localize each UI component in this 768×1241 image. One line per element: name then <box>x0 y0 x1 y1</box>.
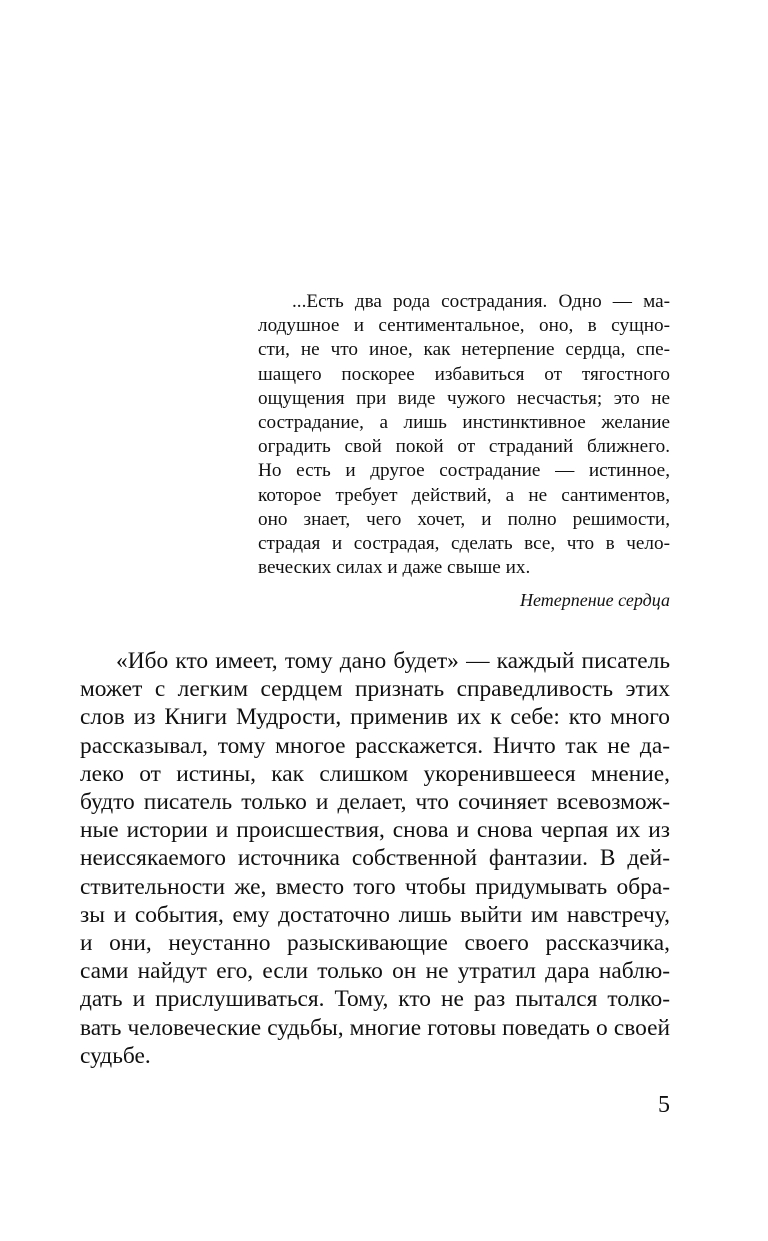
body-line: сами найдут его, если только он не утратил дара наблю- <box>80 958 670 985</box>
epigraph-line: Но есть и другое сострадание — истинное, <box>258 460 670 482</box>
epigraph <box>258 290 670 580</box>
body-line: «Ибо кто имеет, тому дано будет» — каждый писатель <box>116 648 670 674</box>
epigraph-line: веческих силах и даже свыше их. <box>258 557 531 579</box>
epigraph-line: ...Есть два рода сострадания. Одно — ма- <box>292 291 670 312</box>
page-number: 5 <box>658 1092 670 1118</box>
body-line: неиссякаемого источника собственной фантазии. В дей- <box>80 845 670 872</box>
epigraph-line: лодушное и сентиментальное, оно, в сущно- <box>258 315 670 337</box>
epigraph-line: оградить свой покой от страданий ближнего. <box>258 436 670 458</box>
epigraph-line: сти, не что иное, как нетерпение сердца, спе- <box>258 339 670 361</box>
epigraph-line: шащего поскорее избавиться от тягостного <box>258 363 670 385</box>
body-line: и они, неустанно разыскивающие своего рассказчика, <box>80 930 670 957</box>
body-line: ствительности же, вместо того чтобы придумывать обра- <box>80 873 670 900</box>
body-line: леко от истины, как слишком укоренившееся мнение, <box>80 760 670 787</box>
body-line: слов из Книги Мудрости, применив их к себе: кто много <box>80 704 670 731</box>
body-line: вать человеческие судьбы, многие готовы поведать о своей <box>80 1014 670 1041</box>
body-paragraph <box>80 647 670 1070</box>
epigraph-line: которое требует действий, а не сантиментов, <box>258 484 670 506</box>
body-line: рассказывал, тому многое расскажется. Ничто так не да- <box>80 732 670 759</box>
epigraph-attribution: Нетерпение сердца <box>520 590 670 610</box>
epigraph-line: оно знает, чего хочет, и полно решимости, <box>258 508 670 530</box>
body-line: зы и события, ему достаточно лишь выйти им навстречу, <box>80 901 670 928</box>
body-line: ные истории и происшествия, снова и снова черпая их из <box>80 817 670 844</box>
epigraph-line: страдая и сострадая, сделать все, что в чело- <box>258 533 670 555</box>
body-line: дать и прислушиваться. Тому, кто не раз пытался толко- <box>80 986 670 1013</box>
body-line: судьбе. <box>80 1042 151 1069</box>
body-line: будто писатель только и делает, что сочиняет всевозмож- <box>80 789 670 816</box>
body-line: может с легким сердцем признать справедливость этих <box>80 676 670 703</box>
epigraph-line: сострадание, а лишь инстинктивное желание <box>258 412 670 434</box>
epigraph-line: ощущения при виде чужого несчастья; это не <box>258 387 670 409</box>
